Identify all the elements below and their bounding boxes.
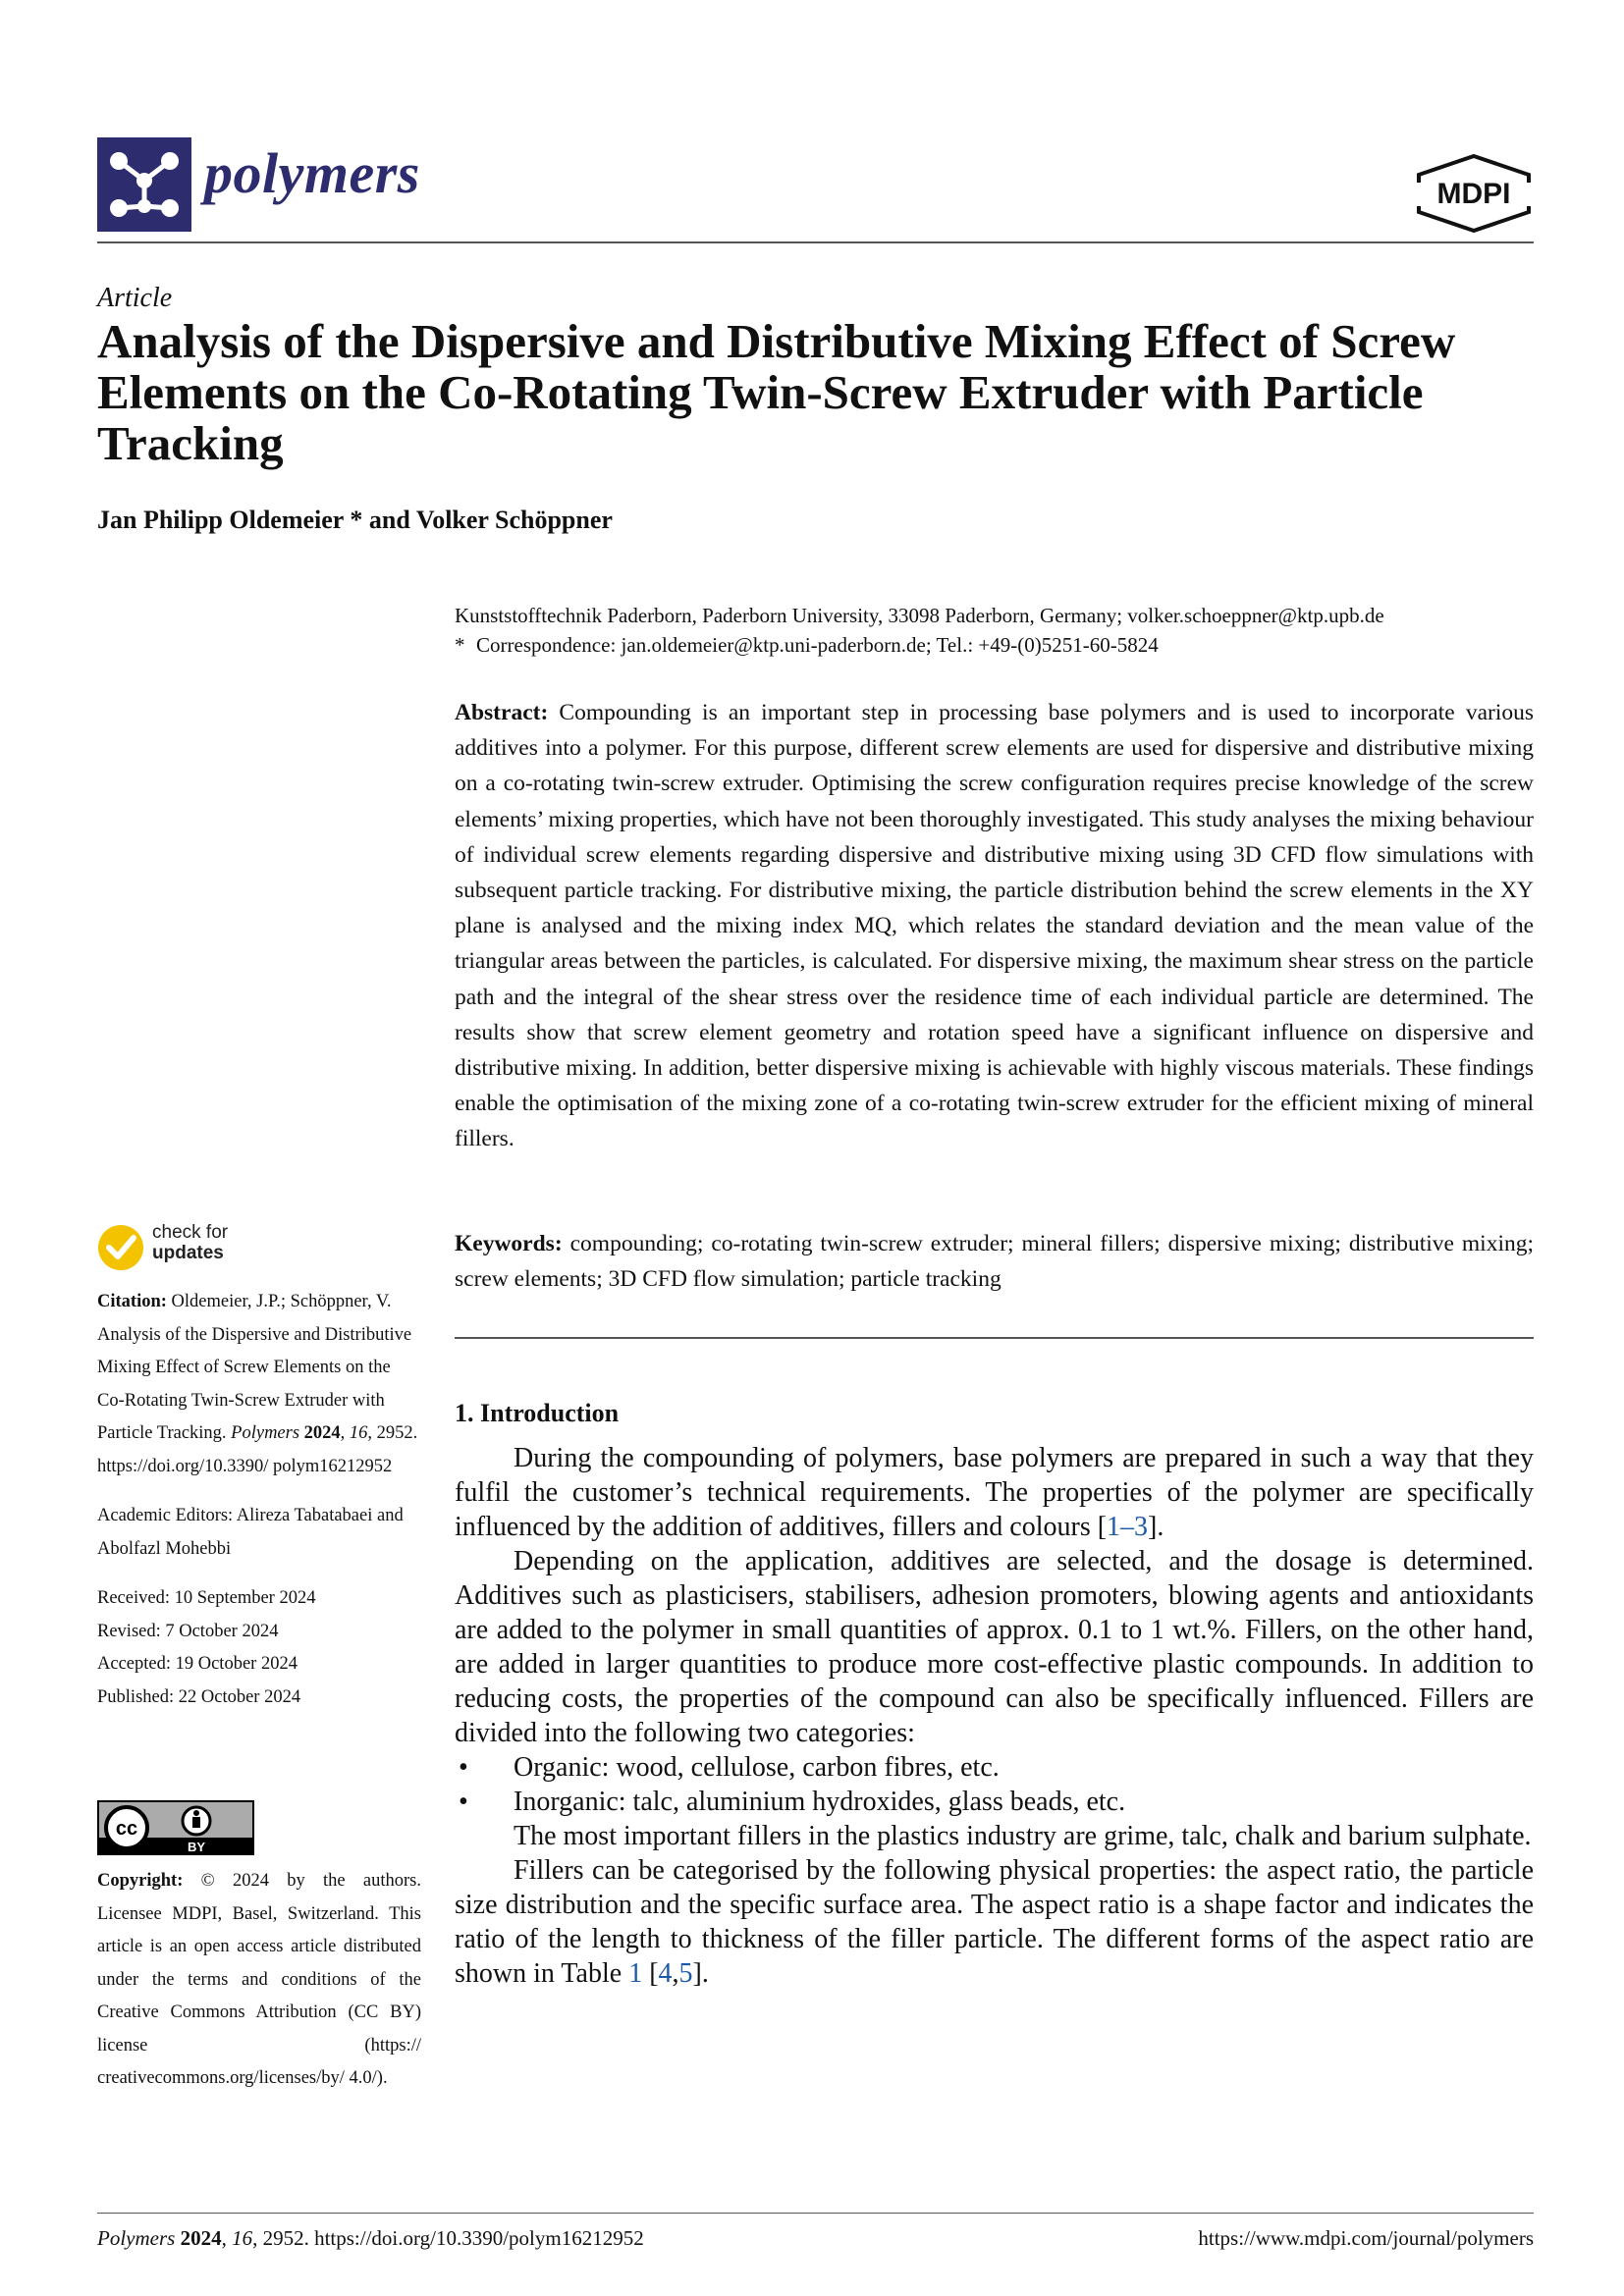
bullet: • [459,1787,468,1817]
list-item: • Organic: wood, cellulose, carbon fibres, etc. [459,1752,1000,1783]
date-accepted: Accepted: 19 October 2024 [97,1654,298,1674]
correspondence [455,630,1535,660]
footer-journal-url[interactable]: https://www.mdpi.com/journal/polymers [1198,2226,1534,2250]
affiliation-block [455,601,1535,660]
footer-citation: Polymers 2024, 16, 2952. https://doi.org/10.3390/polym16212952 [97,2226,644,2250]
cc-by-label: BY [187,1840,206,1854]
copyright-label: Copyright: [97,1871,184,1891]
paragraph: During the compounding of polymers, base polymers are prepared in such a way that they fulfil the customer’s technical requirements. The properties of the polymer are specifically influenced by the addition of additives, fillers and colours [1–3]. [455,1443,1534,1542]
abstract-label: Abstract: [455,700,549,725]
date-received: Received: 10 September 2024 [97,1588,316,1608]
paragraph: The most important fillers in the plastics industry are grime, talc, chalk and barium sulphate. [514,1821,1532,1851]
cc-by-license-icon[interactable] [97,1800,254,1855]
table-link[interactable]: 1 [628,1958,643,1989]
list-item: • Inorganic: talc, aluminium hydroxides, glass beads, etc. [459,1787,1126,1817]
correspondence-text: Correspondence: jan.oldemeier@ktp.uni-paderborn.de; Tel.: +49-(0)5251-60-5824 [476,633,1159,657]
check-for-updates-badge[interactable] [97,1222,244,1273]
paragraph: Depending on the application, additives are selected, and the dosage is determined. Additives such as plasticisers, stabilisers, adhesion promoters, blowing agents and antioxidants are added to the polymer in small quantities of approx. 0.1 to 1 wt.%. Fillers, on the other hand, are added in larger quantities to produce more cost-effective plastic compounds. In addition to reducing costs, the properties of the compound can also be specifically influenced. Fillers are divided into the following two categories: [455,1546,1534,1748]
abstract [455,695,1534,1157]
paragraph: Fillers can be categorised by the following physical properties: the aspect ratio, the particle size distribution and the specific surface area. The aspect ratio is a shape factor and indicates the ratio of the length to thickness of the filler particle. The different forms of the aspect ratio are shown in Table 1 [4,5]. [455,1855,1534,1989]
correspondence-mark: * [455,633,465,657]
introduction-body [455,1441,1534,1991]
citation-block: Citation: Oldemeier, J.P.; Schöppner, V. Analysis of the Dispersive and Distributive Mixing Effect of Screw Elements on the Co-Rotating Twin-Screw Extruder with Particle Tracking. Polymers 2024, 16, 2952. https://doi.org/10.3390/ polym16212952 [97,1292,418,1476]
journal-name: polymers [204,141,420,205]
abstract-text: Compounding is an important step in processing base polymers and is used to incorporate various additives into a polymer. For this purpose, different screw elements are used for dispersive and distributive mixing on a co-rotating twin-screw extruder. Optimising the screw configuration requires precise knowledge of the screw elements’ mixing properties, which have not been thoroughly investigated. This study analyses the mixing behaviour of individual screw elements regarding dispersive and distributive mixing using 3D CFD flow simulations with subsequent particle tracking. For distributive mixing, the particle distribution behind the screw elements in the XY plane is analysed and the mixing index MQ, which relates the standard deviation and the mean value of the triangular areas between the particles, is calculated. For dispersive mixing, the maximum shear stress on the particle path and the integral of the shear stress over the residence time of each individual particle are determined. The results show that screw element geometry and rotation speed have a significant influence on dispersive and distributive mixing. In addition, better dispersive mixing is achievable with highly viscous materials. These findings enable the optimisation of the mixing zone of a co-rotating twin-screw extruder for the efficient mixing of mineral fillers. [455,700,1534,1152]
mdpi-logo-icon [1414,153,1534,234]
mdpi-logo-text: MDPI [1436,178,1511,210]
keywords [455,1226,1534,1297]
section-divider [455,1337,1534,1339]
check-for-updates-label: check for updates [152,1222,229,1263]
bullet: • [459,1752,468,1783]
cc-label: cc [115,1818,138,1840]
sidebar-metadata [97,1286,421,1731]
journal-logo-icon [97,137,191,232]
citation-link[interactable]: 5 [678,1958,693,1989]
filler-category-list [455,1750,1534,1819]
article-title: Analysis of the Dispersive and Distributive Mixing Effect of Screw Elements on the Co-Rotating Twin-Screw Extruder with Particle Tracking [97,314,1456,470]
citation-link[interactable]: 4 [658,1958,673,1989]
check-circle-icon [97,1224,144,1271]
academic-editors: Academic Editors: Alireza Tabatabaei and Abolfazl Mohebbi [97,1506,404,1559]
article-type: Article [97,283,173,313]
header-divider [97,241,1534,243]
citation-label: Citation: [97,1292,167,1311]
citation-link[interactable]: 1–3 [1107,1512,1149,1542]
section-heading-introduction: 1. Introduction [455,1399,620,1427]
date-revised: Revised: 7 October 2024 [97,1621,279,1641]
keywords-text: compounding; co-rotating twin-screw extruder; mineral fillers; dispersive mixing; distributive mixing; screw elements; 3D CFD flow simulation; particle tracking [455,1231,1535,1292]
date-published: Published: 22 October 2024 [97,1686,301,1707]
copyright-notice: Copyright: © 2024 by the authors. Licensee MDPI, Basel, Switzerland. This article is an open access article distributed under the terms and conditions of the Creative Commons Attribution (CC BY) license (https:// creativecommons.org/licenses/by/ 4.0/). [97,1871,421,2088]
dates-block [97,1582,421,1714]
footer-divider [97,2213,1534,2214]
affiliation: Kunststofftechnik Paderborn, Paderborn University, 33098 Paderborn, Germany; volker.schoeppner@ktp.upb.de [455,604,1384,627]
author-list: Jan Philipp Oldemeier * and Volker Schöppner [97,506,613,534]
keywords-label: Keywords: [455,1231,563,1256]
